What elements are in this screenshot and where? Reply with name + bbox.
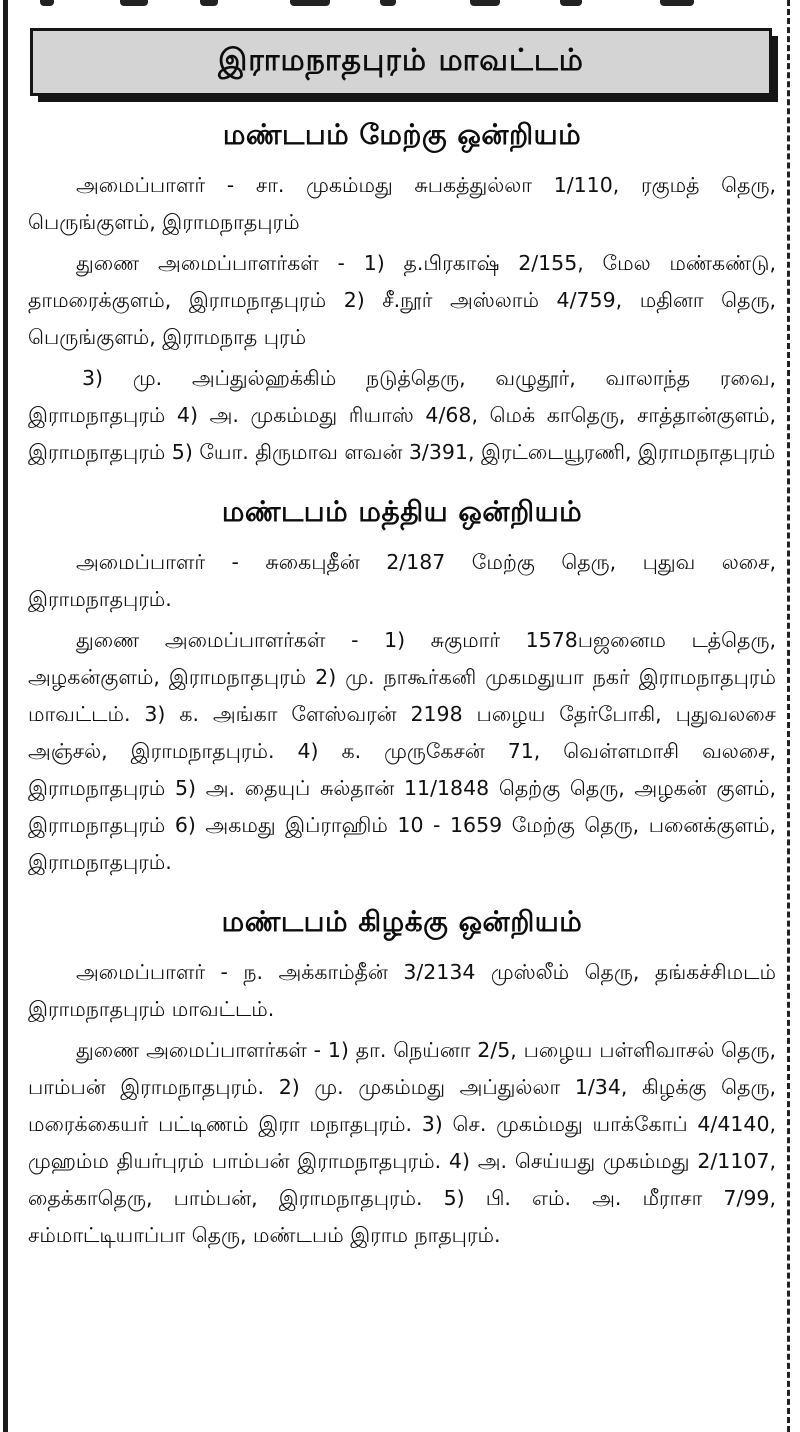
organizer-paragraph: அமைப்பாளர் - சுகைபுதீன் 2/187 மேற்கு தெரு, புதுவ லசை, இராமநாதபுரம். <box>28 550 776 611</box>
section-heading: மண்டபம் மத்திய ஒன்றியம் <box>221 495 583 528</box>
section-mandapam-east <box>28 905 776 1254</box>
district-title: இராமநாதபுரம் மாவட்டம் <box>218 42 584 78</box>
district-banner <box>30 28 772 96</box>
cropped-text-fragment-strip <box>0 0 800 12</box>
section-mandapam-central <box>28 495 776 881</box>
organizer-paragraph: அமைப்பாளர் - சா. முகம்மது சுபகத்துல்லா 1/110, ரகுமத் தெரு, பெருங்குளம், இராமநாதபுரம் <box>28 173 776 234</box>
right-dashed-rule <box>787 0 790 1432</box>
section-heading: மண்டபம் மேற்கு ஒன்றியம் <box>222 118 582 151</box>
deputy-organizers-paragraph: துணை அமைப்பாளர்கள் - 1) தா. நெய்னா 2/5, பழைய பள்ளிவாசல் தெரு, பாம்பன் இராமநாதபுரம். 2) மு. முகம்மது அப்துல்லா 1/34, கிழக்கு தெரு, மரைக்கையர் பட்டிணம் இரா மநாதபுரம். 3) செ. முகம்மது யாக்கோப் 4/4140, முஹம்ம தியர்புரம் பாம்பன் இராமநாதபுரம். 4) அ. செய்யது முகம்மது 2/1107, தைக்காதெரு, பாம்பன், இராமநாதபுரம். 5) பி. எம். அ. மீராசா 7/99, சம்மாட்டியாப்பா தெரு, மண்டபம் இராம நாதபுரம். <box>28 1038 776 1247</box>
section-mandapam-west <box>28 118 776 471</box>
left-column-rule <box>3 0 8 1432</box>
organizer-paragraph: அமைப்பாளர் - ந. அக்காம்தீன் 3/2134 முஸ்லீம் தெரு, தங்கச்சிமடம் இராமநாதபுரம் மாவட்டம். <box>28 960 776 1021</box>
section-heading: மண்டபம் கிழக்கு ஒன்றியம் <box>221 905 583 938</box>
deputy-organizers-paragraph: துணை அமைப்பாளர்கள் - 1) சுகுமார் 1578பஜனைம டத்தெரு, அழகன்குளம், இராமநாதபுரம் 2) மு. நாகூர்கனி முகமதுயா நகர் இராமநாதபுரம் மாவட்டம். 3) க. அங்கா ளேஸ்வரன் 2198 பழைய தேர்போகி, புதுவலசை அஞ்சல், இராமநாதபுரம். 4) க. முருகேசன் 71, வெள்ளமாசி வலசை, இராமநாதபுரம் 5) அ. தையுப் சுல்தான் 11/1848 தெற்கு தெரு, அழகன் குளம், இராமநாதபுரம் 6) அகமது இப்ராஹிம் 10 - 1659 மேற்கு தெரு, பனைக்குளம், இராமநாதபுரம். <box>28 628 776 874</box>
banner-box <box>30 28 772 96</box>
deputy-organizers-paragraph: துணை அமைப்பாளர்கள் - 1) த.பிரகாஷ் 2/155, மேல மண்கண்டு, தாமரைக்குளம், இராமநாதபுரம் 2) சீ.நூர் அஸ்லாம் 4/759, மதினா தெரு, பெருங்குளம், இராமநாத புரம் <box>28 251 776 349</box>
deputy-organizers-continued-paragraph: 3) மு. அப்துல்ஹக்கிம் நடுத்தெரு, வழுதூர், வாலாந்த ரவை, இராமநாதபுரம் 4) அ. முகம்மது ரியாஸ் 4/68, மெக் காதெரு, சாத்தான்குளம், இராமநாதபுரம் 5) யோ. திருமாவ ளவன் 3/391, இரட்டையூரணி, இராமநாதபுரம் <box>28 366 776 464</box>
article-content <box>28 24 776 1258</box>
